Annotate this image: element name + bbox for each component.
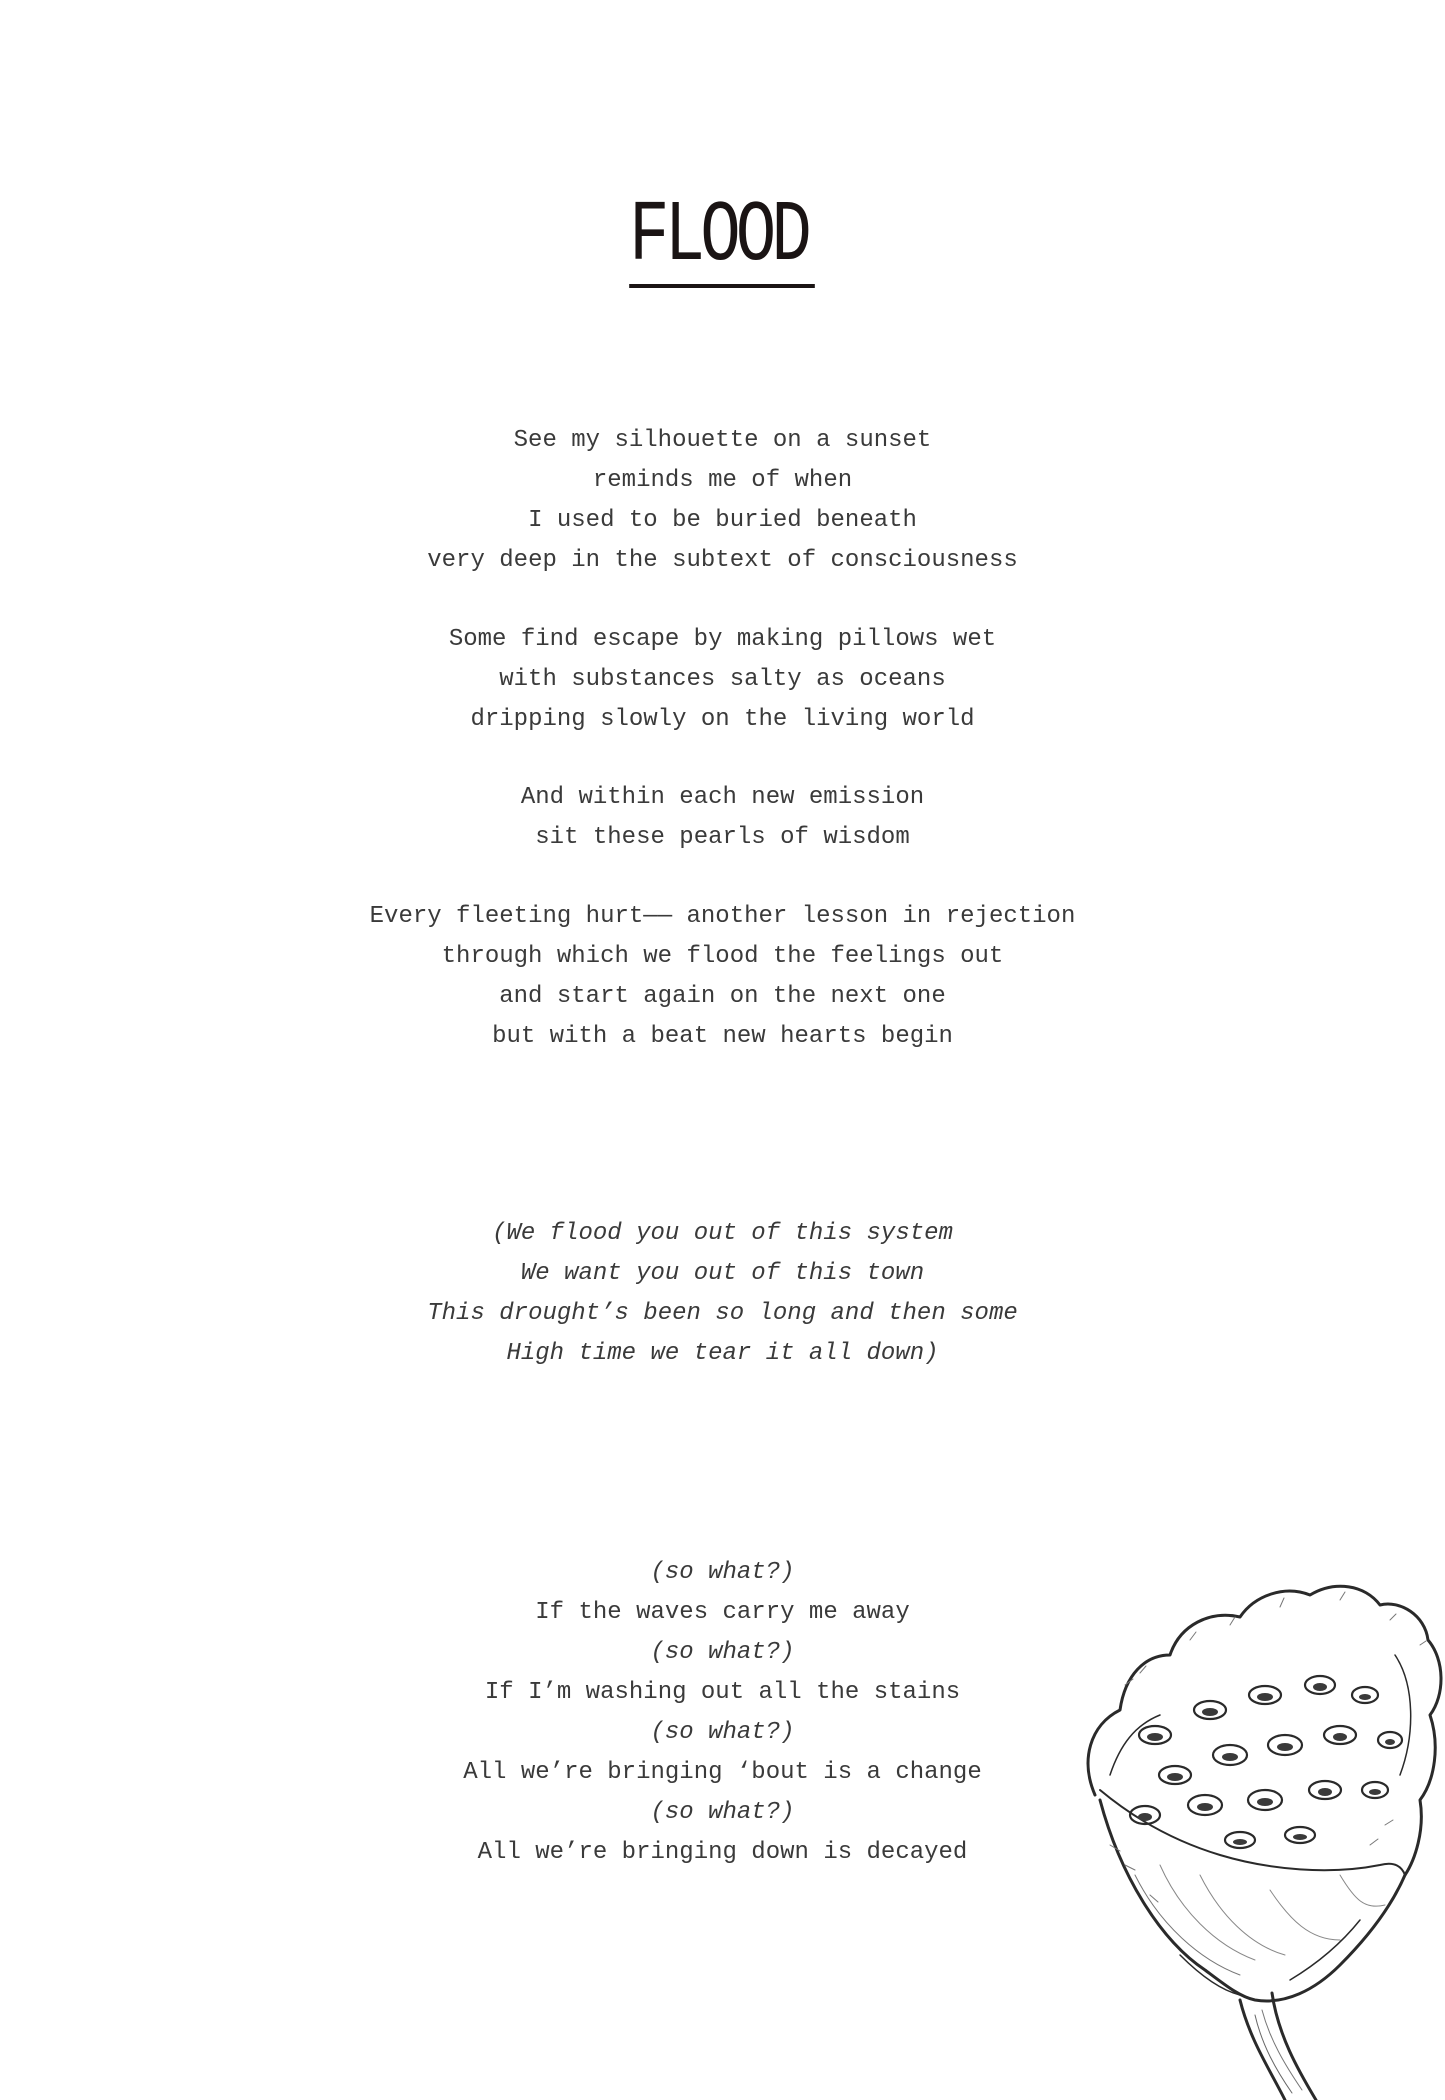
poem-line: See my silhouette on a sunset <box>513 427 932 454</box>
chorus-line: (We flood you out of this system <box>492 1220 953 1247</box>
chorus-line: High time we tear it all down) <box>506 1340 939 1367</box>
poem-line: Some find escape by making pillows wet <box>448 626 997 653</box>
poem-title: FLOOD <box>0 190 1445 288</box>
outro-line: All we’re bringing ‘bout is a change <box>463 1759 982 1786</box>
outro-line: If I’m washing out all the stains <box>484 1679 961 1706</box>
outro-line: All we’re bringing down is decayed <box>477 1839 968 1866</box>
poem-line: very deep in the subtext of consciousness <box>427 547 1018 574</box>
poem-line: reminds me of when <box>592 467 853 494</box>
poem-line: and start again on the next one <box>499 983 946 1010</box>
lotus-seed-pod-icon <box>1040 1545 1445 2100</box>
poem-line: And within each new emission <box>520 784 925 811</box>
chorus-line: We want you out of this town <box>520 1260 925 1287</box>
stanza-1 <box>0 421 1445 581</box>
stanza-2 <box>0 620 1445 740</box>
poem-line: through which we flood the feelings out <box>441 943 1004 970</box>
poem-line: with substances salty as oceans <box>499 666 946 693</box>
poem-line: but with a beat new hearts begin <box>492 1023 953 1050</box>
refrain-line: (so what?) <box>650 1719 795 1746</box>
chorus <box>0 1214 1445 1374</box>
outro-line: If the waves carry me away <box>535 1599 910 1626</box>
poem-line: sit these pearls of wisdom <box>535 824 910 851</box>
poem-line: Every fleeting hurt—— another lesson in rejection <box>369 903 1076 930</box>
stanza-4 <box>0 897 1445 1057</box>
refrain-line: (so what?) <box>650 1559 795 1586</box>
refrain-line: (so what?) <box>650 1639 795 1666</box>
poem-line: I used to be buried beneath <box>528 507 917 534</box>
poem-line: dripping slowly on the living world <box>470 706 975 733</box>
chorus-line: This drought’s been so long and then some <box>427 1300 1018 1327</box>
refrain-line: (so what?) <box>650 1799 795 1826</box>
stanza-3 <box>0 778 1445 858</box>
